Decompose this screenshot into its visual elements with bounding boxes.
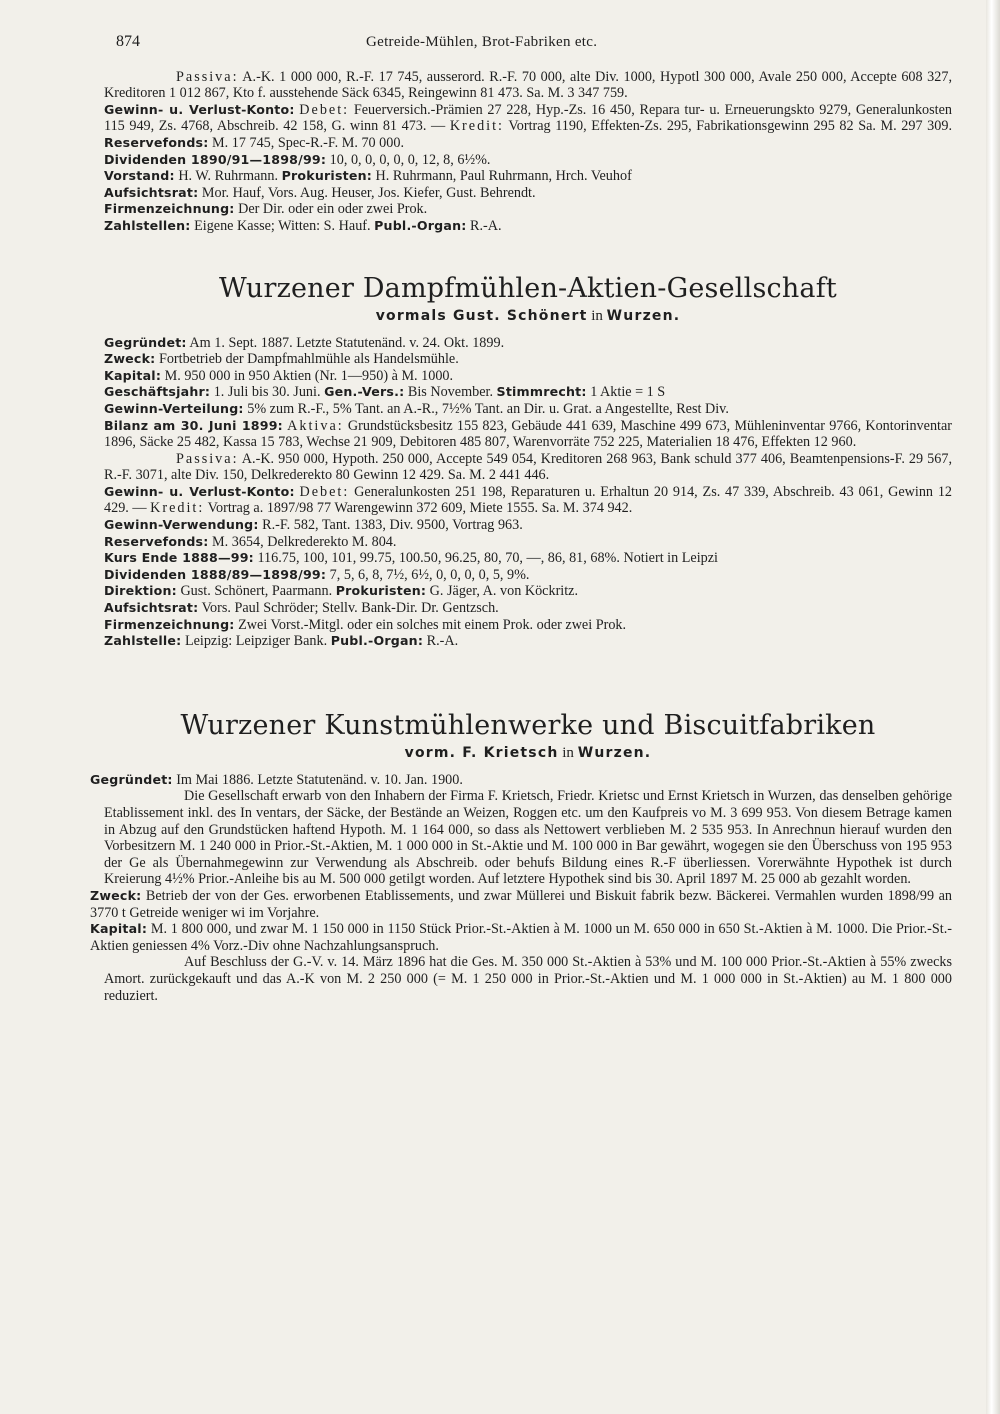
prokuristen-label: Prokuristen: (335, 583, 427, 599)
gewinn-verwendung-line (104, 517, 952, 534)
company-subtitle (104, 307, 952, 325)
kurs-label: Kurs Ende 1888—99: (104, 550, 254, 566)
debet-label: Debet: (299, 483, 350, 500)
prokuristen-text: H. Ruhrmann, Paul Ruhrmann, Hrch. Veuhof (375, 168, 632, 185)
zahlstellen-line (104, 218, 952, 235)
kredit-text: Vortrag a. 1897/98 77 Warengewinn 372 609, Miete 1555. Sa. M. 374 942. (207, 500, 633, 517)
zweck-text: Fortbetrieb der Dampfmahlmühle als Handelsmühle. (158, 351, 459, 368)
direktion-label: Direktion: (104, 583, 177, 599)
gegruendet-text: Am 1. Sept. 1887. Letzte Statutenänd. v. 24. Okt. 1899. (189, 334, 505, 351)
zweck-label: Zweck: (90, 887, 142, 903)
vorstand-text: H. W. Ruhrmann. (178, 168, 279, 185)
publ-organ-label: Publ.-Organ: (374, 217, 467, 233)
history-paragraph: Die Gesellschaft erwarb von den Inhabern der Firma F. Krietsch, Friedr. Krietsc und Ernst Krietsch in Wurzen, das denselben gehörige Etablissement inkl. des In ventars, der Säcke, der Bestände an Weizen, Roggen etc. um den Kaufpreis vo M. 3 699 953. Von diesem Betrage kamen in Abzug auf den Grundstücken haftend Hypoth. M. 1 164 000, so dass als Nettowert verblieben M. 2 535 953. In Anrechnun hierauf wurden den Vorbesitzern M. 1 240 000 in Prior.-St.-Aktien, M. 1 000 000 in St.-Aktie und M. 100 000 in Bar gewährt, wogegen sie den Überschuss von 195 953 der Ge als Übernahmegewinn zur Verwendung als Abschreib. oder behufs Bildung eines R.-F überliessen. Vorerwähnte Hypothek ist durch Kreierung 4½% Prior.-Anleihe bis au M. 500 000 getilgt worden. Auf letztere Hypothek sind bis 30. April 1897 M. 25 000 ab gezahlt worden. (104, 788, 952, 888)
kapital-text: M. 950 000 in 950 Aktien (Nr. 1—950) à M. 1000. (164, 367, 454, 384)
reservefonds-line (104, 534, 952, 551)
running-header (116, 34, 952, 51)
kapital-text: M. 1 800 000, und zwar M. 1 150 000 in 1150 Stück Prior.-St.-Aktien à M. 1000 un M. 650 000 in 650 St.-Aktien à M. 1000. Die Prior.-St.-Aktien geniessen 4% Vorz.-Div ohne Nachzahlungsanspruch. (90, 921, 953, 954)
zweck-label: Zweck: (104, 351, 156, 367)
publ-organ-text: R.-A. (426, 633, 459, 650)
company-subtitle-place: Wurzen. (606, 307, 681, 324)
guv-debet-label: Debet: (299, 101, 350, 118)
running-title: Getreide-Mühlen, Brot-Fabriken etc. (366, 34, 598, 50)
passiva-label: Passiva: (176, 68, 239, 85)
company-title: Wurzener Dampfmühlen-Aktien-Gesellschaft (219, 272, 837, 304)
dividenden-text: 7, 5, 6, 8, 7½, 6½, 0, 0, 0, 0, 5, 9%. (329, 566, 530, 583)
dividends-line (104, 152, 952, 169)
bilanz-label: Bilanz am 30. Juni 1899: (104, 417, 283, 433)
firmenzeichnung-text: Zwei Vorst.-Mitgl. oder ein solches mit einem Prok. oder zwei Prok. (238, 616, 627, 633)
publ-organ-label: Publ.-Organ: (330, 633, 424, 649)
kapital-line (90, 921, 952, 954)
page-number: 874 (116, 33, 140, 50)
geschaeftsjahr-text: 1. Juli bis 30. Juni. (213, 384, 321, 401)
aufsichtsrat-text: Mor. Hauf, Vors. Aug. Heuser, Jos. Kiefer, Gust. Behrendt. (201, 184, 536, 201)
aufsichtsrat-label: Aufsichtsrat: (104, 184, 199, 200)
kapital-label: Kapital: (104, 367, 162, 383)
vorstand-line (104, 168, 952, 185)
firmenzeichnung-line (104, 617, 952, 634)
zweck-line (104, 351, 952, 368)
kredit-label: Kredit: (150, 500, 205, 517)
company-subtitle-former-name: vormals Gust. Schönert (375, 307, 588, 324)
aufsichtsrat-label: Aufsichtsrat: (104, 600, 199, 616)
company-subtitle-former-name: vorm. F. Krietsch (404, 744, 559, 761)
company-title: Wurzener Kunstmühlenwerke und Biscuitfabriken (180, 709, 876, 741)
debet-text: Generalunkosten 251 198, Reparaturen u. Erhaltun 20 914, Zs. 47 339, Abschreib. 43 061, Gewinn 12 429. — (104, 483, 953, 517)
guv-label: Gewinn- u. Verlust-Konto: (104, 483, 295, 499)
gegruendet-line (104, 335, 952, 352)
passiva-text: A.-K. 1 000 000, R.-F. 17 745, ausserord. R.-F. 70 000, alte Div. 1000, Hypotl 300 000, Avale 250 000, Accepte 608 327, Kreditoren 1 012 867, Kto f. ausstehende Säck 6345, Reingewinn 81 473. Sa. M. 3 347 759. (104, 68, 952, 102)
direktion-text: Gust. Schönert, Paarmann. (180, 583, 333, 600)
zahlstelle-text: Leipzig: Leipziger Bank. (184, 633, 328, 650)
passiva-text: A.-K. 950 000, Hypoth. 250 000, Accepte 549 054, Kreditoren 268 963, Bank schuld 377 406, Beamtenpensions-F. 29 567, R.-F. 3071, alte Div. 150, Delkrederekto 80 Gewinn 12 429. Sa. M. 2 441 446. (104, 450, 953, 484)
gen-vers-label: Gen.-Vers.: (324, 384, 405, 400)
aufsichtsrat-line (104, 185, 952, 202)
stimmrecht-label: Stimmrecht: (496, 384, 587, 400)
kurs-line (104, 550, 952, 567)
company-subtitle-place: Wurzen. (577, 744, 652, 761)
gegruendet-text: Im Mai 1886. Letzte Statutenänd. v. 10. Jan. 1900. (176, 771, 463, 788)
zahlstelle-line (104, 633, 952, 650)
firmenzeichnung-label: Firmenzeichnung: (104, 201, 235, 217)
guv-kredit-text: Vortrag 1190, Effekten-Zs. 295, Fabrikationsgewinn 295 82 Sa. M. 297 309. (508, 118, 952, 135)
aufsichtsrat-line (104, 600, 952, 617)
guv-kredit-label: Kredit: (449, 118, 504, 135)
gegruendet-label: Gegründet: (104, 334, 187, 350)
zahlstellen-text: Eigene Kasse; Witten: S. Hauf. (194, 217, 371, 234)
gen-vers-text: Bis November. (407, 384, 493, 401)
prokuristen-text: G. Jäger, A. von Köckritz. (429, 583, 579, 600)
reservefonds-label: Reservefonds: (104, 533, 209, 549)
kurs-text: 116.75, 100, 101, 99.75, 100.50, 96.25, 80, 70, —, 86, 81, 68%. Notiert in Leipzi (257, 550, 719, 567)
gewinn-verwendung-text: R.-F. 582, Tant. 1383, Div. 9500, Vortrag 963. (262, 517, 523, 534)
zweck-text: Betrieb der von der Ges. erworbenen Etablissements, und zwar Müllerei und Biskuit fabrik bezw. Bäckerei. Vermahlen wurden 1898/99 an 3770 t Getreide weniger wi im Vorjahre. (90, 887, 952, 921)
passiva-paragraph (104, 451, 952, 484)
direktion-line (104, 583, 952, 600)
prokuristen-label: Prokuristen: (281, 168, 372, 184)
stimmrecht-text: 1 Aktie = 1 S (590, 384, 666, 401)
company-subtitle (104, 744, 952, 762)
bilanz-paragraph (104, 418, 952, 451)
gewinn-verteilung-line (104, 401, 952, 418)
kapital-line (104, 368, 952, 385)
guv-text: Feuerversich.-Prämien 27 228, Hyp.-Zs. 16 450, Repara tur- u. Erneuerungskto 9279, Generalunkosten 115 949, Zs. 4768, Abschreib. 42 158, G. winn 81 473. — (104, 101, 953, 135)
firmenzeichnung-label: Firmenzeichnung: (104, 616, 235, 632)
zahlstellen-label: Zahlstellen: (104, 217, 191, 233)
vorstand-label: Vorstand: (104, 168, 175, 184)
dividends-label: Dividenden 1890/91—1898/99: (104, 151, 327, 167)
firmenzeichnung-line (104, 201, 952, 218)
reserve-label: Reservefonds: (104, 134, 209, 150)
company-subtitle-in: in (562, 744, 574, 761)
company-entry-kunstmuehlen (90, 709, 953, 1004)
reserve-text: M. 17 745, Spec-R.-F. M. 70 000. (212, 134, 405, 151)
zweck-line (90, 888, 952, 921)
gegruendet-line (90, 772, 952, 789)
geschaeftsjahr-line (104, 384, 952, 401)
guv-paragraph (104, 484, 952, 517)
beschluss-paragraph: Auf Beschluss der G.-V. v. 14. März 1896 hat die Ges. M. 350 000 St.-Aktien à 53% und M. 100 000 Prior.-St.-Aktien à 55% zwecks Amort. zurückgekauft und das A.-K von M. 2 250 000 (= M. 1 250 000 in Prior.-St.-Aktien und M. 1 000 000 in St.-Aktien) au M. 1 800 000 reduziert. (104, 954, 952, 1004)
gewinn-verteilung-text: 5% zum R.-F., 5% Tant. an A.-R., 7½% Tant. an Dir. u. Grat. a Angestellte, Rest Div. (247, 400, 729, 417)
previous-company-block (104, 69, 952, 235)
guv-paragraph (104, 102, 952, 152)
reservefonds-text: M. 3654, Delkrederekto M. 804. (212, 533, 397, 550)
aufsichtsrat-text: Vors. Paul Schröder; Stellv. Bank-Dir. Dr. Gentzsch. (201, 600, 499, 617)
aktiva-text: Grundstücksbesitz 155 823, Gebäude 441 639, Maschine 499 673, Mühleninventar 9766, Kontorinventar 1896, Säcke 25 482, Kassa 15 783, Wechse 21 909, Debitoren 485 807, Warenvorräte 752 225, Materialien 18 476, Effekten 12 960. (104, 417, 952, 451)
company-entry-dampfmuehlen (104, 273, 952, 650)
passiva-label: Passiva: (176, 450, 239, 467)
dividends-text: 10, 0, 0, 0, 0, 0, 12, 8, 6½%. (329, 151, 491, 168)
dividenden-line (104, 567, 952, 584)
geschaeftsjahr-label: Geschäftsjahr: (104, 384, 211, 400)
firmenzeichnung-text: Der Dir. oder ein oder zwei Prok. (238, 201, 428, 218)
gewinn-verteilung-label: Gewinn-Verteilung: (104, 400, 244, 416)
gewinn-verwendung-label: Gewinn-Verwendung: (104, 517, 259, 533)
dividenden-label: Dividenden 1888/89—1898/99: (104, 566, 327, 582)
kapital-label: Kapital: (90, 921, 148, 937)
zahlstelle-label: Zahlstelle: (104, 633, 182, 649)
passiva-paragraph (104, 69, 952, 102)
publ-organ-text: R.-A. (470, 217, 502, 234)
scan-edge (986, 0, 1000, 1414)
gegruendet-label: Gegründet: (90, 771, 173, 787)
page (90, 33, 953, 1004)
aktiva-label: Aktiva: (287, 417, 344, 434)
company-subtitle-in: in (591, 307, 603, 324)
guv-label: Gewinn- u. Verlust-Konto: (104, 101, 295, 117)
